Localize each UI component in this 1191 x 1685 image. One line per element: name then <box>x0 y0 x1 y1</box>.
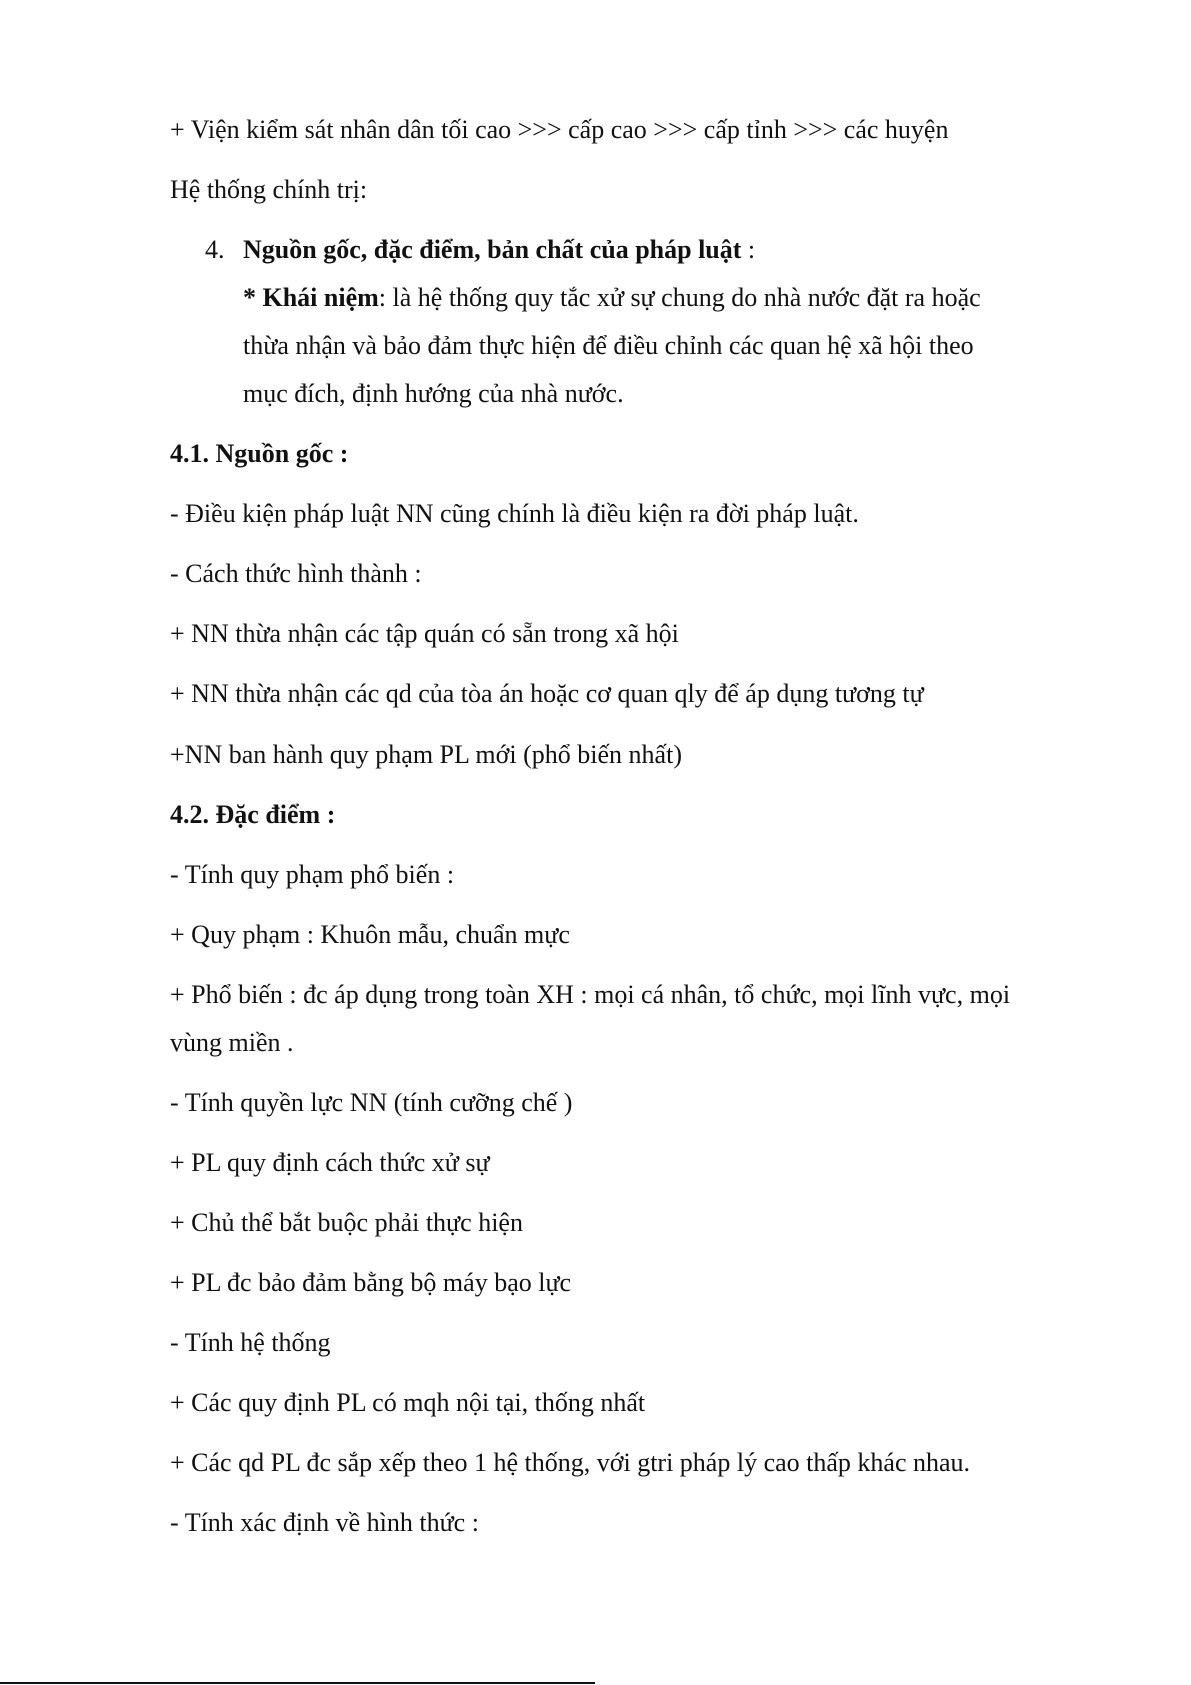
text-line: + Phổ biến : đc áp dụng trong toàn XH : mọi cá nhân, tổ chức, mọi lĩnh vực, mọi <box>170 980 1011 1009</box>
text-line: + PL đc bảo đảm bằng bộ máy bạo lực <box>170 1268 572 1297</box>
footnote-divider <box>0 1682 595 1684</box>
text-line: + Các quy định PL có mqh nội tại, thống nhất <box>170 1388 646 1417</box>
text-line: + Chủ thể bắt buộc phải thực hiện <box>170 1208 523 1237</box>
heading-colon: : <box>741 235 756 264</box>
text-line: - Tính quy phạm phổ biến : <box>170 860 455 889</box>
concept-line <box>243 281 981 315</box>
text-line: + NN thừa nhận các tập quán có sẵn trong xã hội <box>170 619 679 648</box>
text-line: - Tính hệ thống <box>170 1328 331 1357</box>
heading-text: Nguồn gốc, đặc điểm, bản chất của pháp luật <box>243 235 742 264</box>
text-line: + PL quy định cách thức xử sự <box>170 1148 490 1177</box>
concept-text: : là hệ thống quy tắc xử sự chung do nhà nước đặt ra hoặc <box>378 283 981 312</box>
text-line: Hệ thống chính trị: <box>170 175 368 204</box>
section-heading-4 <box>243 233 755 267</box>
text-line: + Các qd PL đc sắp xếp theo 1 hệ thống, với gtri pháp lý cao thấp khác nhau. <box>170 1448 971 1477</box>
text-line: - Tính quyền lực NN (tính cưỡng chế ) <box>170 1088 573 1117</box>
section-heading-4-1 <box>170 437 348 471</box>
concept-line: thừa nhận và bảo đảm thực hiện để điều chỉnh các quan hệ xã hội theo <box>243 331 974 360</box>
text-line: + NN thừa nhận các qd của tòa án hoặc cơ quan qly để áp dụng tương tự <box>170 679 924 708</box>
text-line: vùng miền . <box>170 1028 294 1057</box>
text-line: - Cách thức hình thành : <box>170 559 422 588</box>
text-line: - Điều kiện pháp luật NN cũng chính là điều kiện ra đời pháp luật. <box>170 499 859 528</box>
text-line: +NN ban hành quy phạm PL mới (phổ biến nhất) <box>170 740 682 769</box>
text-line: - Tính xác định về hình thức : <box>170 1508 479 1537</box>
concept-line: mục đích, định hướng của nhà nước. <box>243 379 624 408</box>
heading-text: 4.2. Đặc điểm : <box>170 800 336 829</box>
heading-text: 4.1. Nguồn gốc : <box>170 439 349 468</box>
section-heading-4-2 <box>170 798 335 832</box>
list-number: 4. <box>205 235 225 264</box>
text-line: + Quy phạm : Khuôn mẫu, chuẩn mực <box>170 920 570 949</box>
text-line: + Viện kiểm sát nhân dân tối cao >>> cấp cao >>> cấp tỉnh >>> các huyện <box>170 115 949 144</box>
concept-label: * Khái niệm <box>243 283 379 312</box>
